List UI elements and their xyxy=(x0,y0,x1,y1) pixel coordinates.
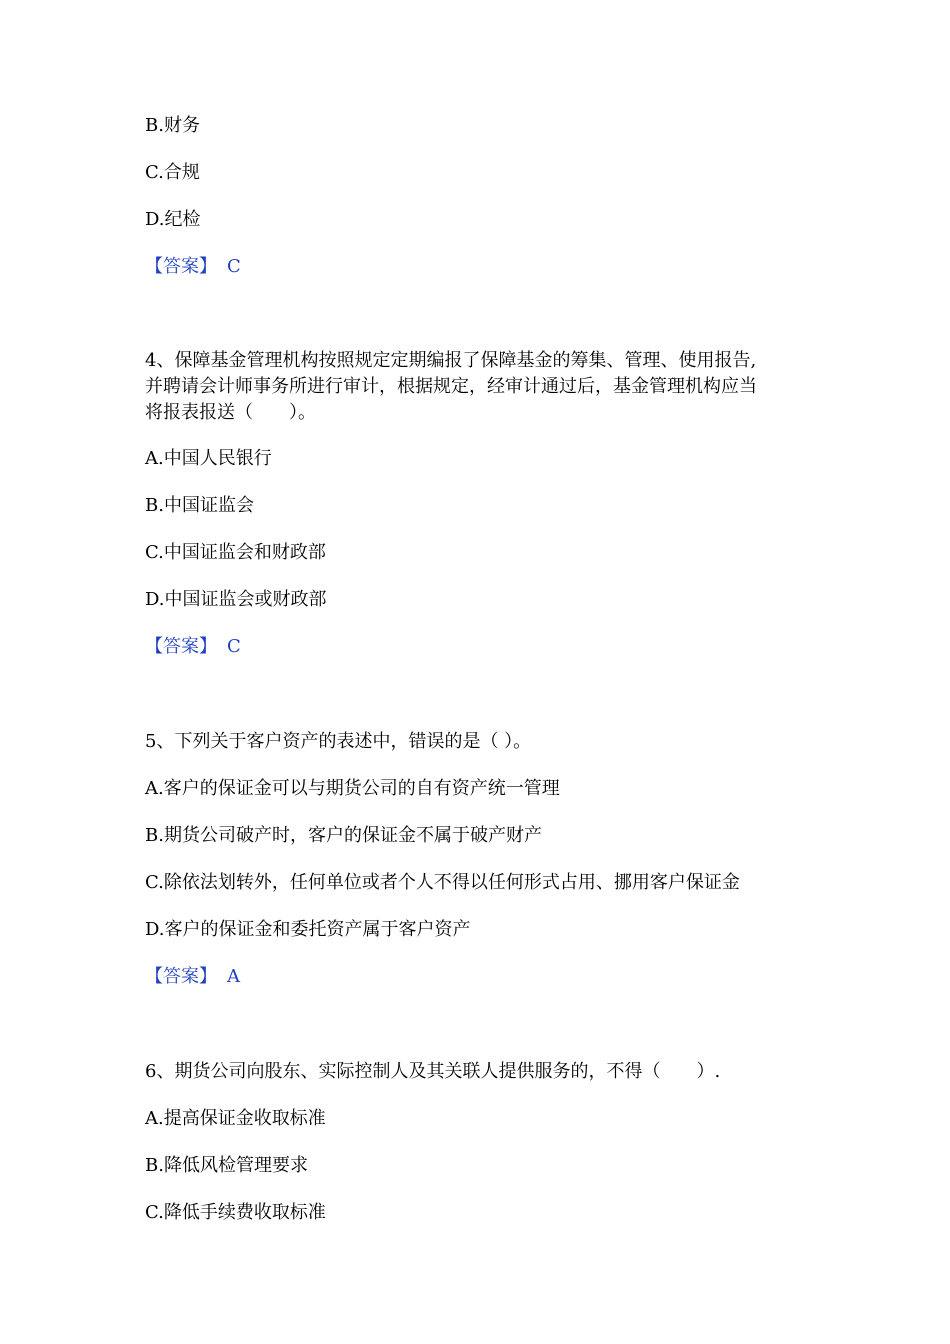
q4-option-c: C.中国证监会和财政部 xyxy=(145,542,326,563)
q4-option-d: D.中国证监会或财政部 xyxy=(145,589,327,610)
q4-answer xyxy=(145,635,241,659)
q5-answer xyxy=(145,965,240,989)
q4-option-b: B.中国证监会 xyxy=(145,495,254,516)
q5-option-a: A.客户的保证金可以与期货公司的自有资产统一管理 xyxy=(145,778,560,799)
q3-answer-value: C xyxy=(227,256,241,277)
q4-answer-label: 【答案】 xyxy=(145,636,217,657)
q5-answer-value: A xyxy=(227,966,240,987)
q3-answer xyxy=(145,255,241,279)
q4-option-a: A.中国人民银行 xyxy=(145,448,272,469)
q4-question-line-3: 将报表报送（ ）。 xyxy=(145,402,316,423)
q6-option-c: C.降低手续费收取标准 xyxy=(145,1202,326,1223)
q6-question: 6、期货公司向股东、实际控制人及其关联人提供服务的，不得（ ）. xyxy=(145,1061,721,1082)
q5-option-d: D.客户的保证金和委托资产属于客户资产 xyxy=(145,919,471,940)
q5-question: 5、下列关于客户资产的表述中，错误的是（ ）。 xyxy=(145,731,532,752)
q3-answer-label: 【答案】 xyxy=(145,256,217,277)
q3-option-d: D.纪检 xyxy=(145,209,201,230)
q3-option-c: C.合规 xyxy=(145,162,200,183)
q4-answer-value: C xyxy=(227,636,241,657)
q6-option-b: B.降低风检管理要求 xyxy=(145,1155,308,1176)
q5-option-c: C.除依法划转外，任何单位或者个人不得以任何形式占用、挪用客户保证金 xyxy=(145,872,740,893)
q5-option-b: B.期货公司破产时，客户的保证金不属于破产财产 xyxy=(145,825,542,846)
q4-question-line-2: 并聘请会计师事务所进行审计，根据规定，经审计通过后，基金管理机构应当 xyxy=(145,376,757,397)
q4-question-line-1: 4、保障基金管理机构按照规定定期编报了保障基金的筹集、管理、使用报告, xyxy=(145,350,757,371)
q3-option-b: B.财务 xyxy=(145,115,200,136)
q6-option-a: A.提高保证金收取标准 xyxy=(145,1108,326,1129)
q5-answer-label: 【答案】 xyxy=(145,966,217,987)
